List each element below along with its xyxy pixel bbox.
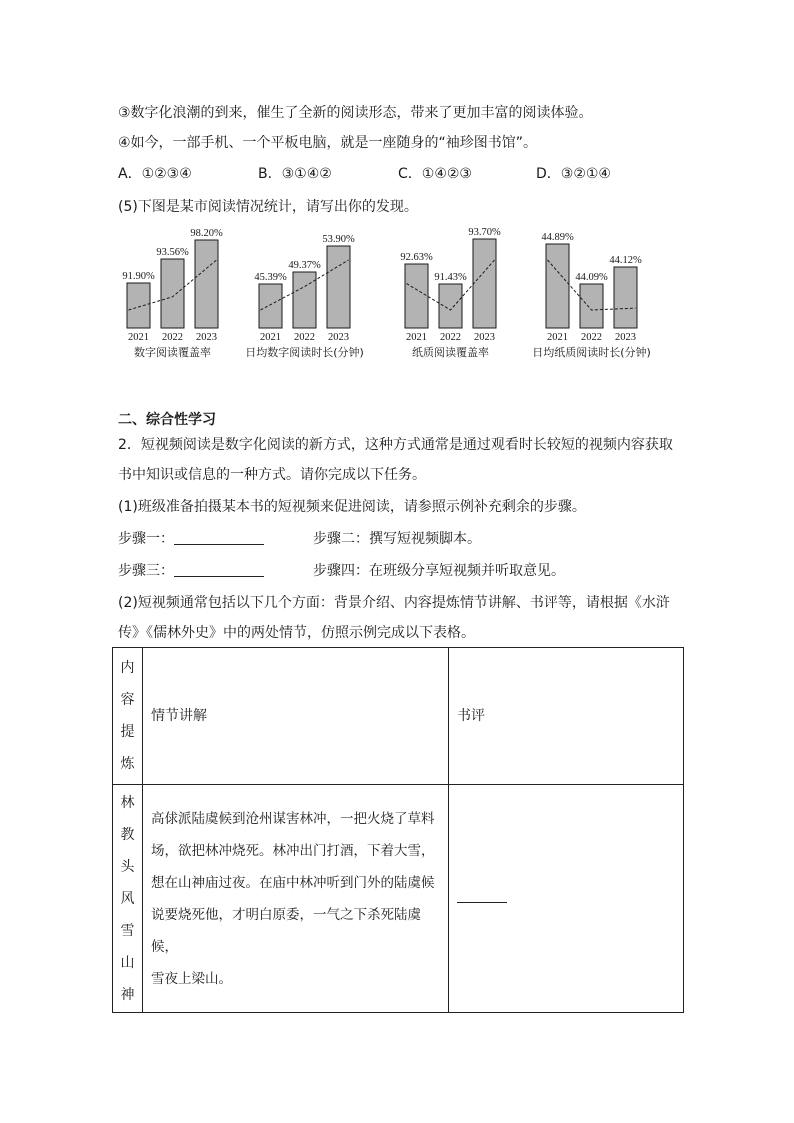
plot-explanation-cell: 高俅派陆虞候到沧州谋害林冲，一把火烧了草料 场，欲把林冲烧死。林冲出门打酒，下着大雪， 想在山神庙过夜。在庙中林冲听到门外的陆虞候 说要烧死他，才明白原委，一气之下杀死陆虞候， 雪夜上梁山。 xyxy=(143,785,449,1013)
q2-line-2: 书中知识或信息的一种方式。请你完成以下任务。 xyxy=(118,467,426,483)
chart-1-data-label-2021: 91.90% xyxy=(122,271,155,282)
chart-2-bar-2021 xyxy=(259,284,282,328)
sub-question-2-line-2: 传》《儒林外史》中的两处情节，仿照示例完成以下表格。 xyxy=(118,625,475,641)
chart-1-bar-2021 xyxy=(127,283,150,328)
step-1: 步骤一： xyxy=(118,529,264,549)
chart-3-data-label-2023: 93.70% xyxy=(468,227,501,238)
step-2: 步骤二：撰写短视频脚本。 xyxy=(313,531,481,547)
chart-2-data-label-2021: 45.39% xyxy=(254,272,287,283)
q2-line-1: 2．短视频阅读是数字化阅读的新方式，这种方式通常是通过观看时长较短的视频内容获取 xyxy=(118,437,673,453)
chart-3-bar-2023 xyxy=(473,239,496,328)
option-b: B．③①④② xyxy=(258,166,332,182)
chart-2-data-label-2022: 49.37% xyxy=(288,260,321,271)
book-review-cell xyxy=(449,785,684,1013)
header-plot-explanation: 情节讲解 xyxy=(143,648,449,785)
chart-2-tick-2023: 2023 xyxy=(328,332,349,343)
book-review-answer-blank[interactable] xyxy=(457,888,507,903)
chart-2-data-label-2023: 53.90% xyxy=(322,234,355,245)
chart-4-title: 日均纸质阅读时长(分钟) xyxy=(532,346,651,359)
chart-2-tick-2022: 2022 xyxy=(294,332,315,343)
chart-2-tick-2021: 2021 xyxy=(260,332,281,343)
step-4: 步骤四：在班级分享短视频并听取意见。 xyxy=(313,563,565,579)
content-table xyxy=(112,647,684,1013)
chart-3-bar-2022 xyxy=(439,284,462,328)
chart-4-tick-2021: 2021 xyxy=(547,332,568,343)
chart-3-title: 纸质阅读覆盖率 xyxy=(412,346,489,359)
chart-1-tick-2023: 2023 xyxy=(196,332,217,343)
chart-4-data-label-2023: 44.12% xyxy=(609,255,642,266)
step-3: 步骤三： xyxy=(118,561,264,581)
chart-3-tick-2021: 2021 xyxy=(406,332,427,343)
chart-3-data-label-2022: 91.43% xyxy=(434,272,467,283)
chart-3-bar-2021 xyxy=(405,264,428,328)
option-a: A．①②③④ xyxy=(118,166,192,182)
item-3: ③数字化浪潮的到来，催生了全新的阅读形态，带来了更加丰富的阅读体验。 xyxy=(118,105,593,121)
table-row xyxy=(113,785,684,1013)
chart-1-title: 数字阅读覆盖率 xyxy=(134,346,211,359)
step-3-answer-blank[interactable] xyxy=(174,562,264,577)
table-header-row xyxy=(113,648,684,785)
header-content-refine: 内 容 提 炼 xyxy=(113,648,143,785)
sub-question-1: (1)班级准备拍摄某本书的短视频来促进阅读，请参照示例补充剩余的步骤。 xyxy=(118,499,586,515)
chart-1-data-label-2022: 93.56% xyxy=(156,247,189,258)
chart-4-bar-2023 xyxy=(614,267,637,328)
chart-4-bar-2022 xyxy=(580,284,603,328)
chart-1-bar-2022 xyxy=(161,259,184,328)
question-5: (5)下图是某市阅读情况统计，请写出你的发现。 xyxy=(118,199,418,215)
chart-3-tick-2022: 2022 xyxy=(440,332,461,343)
item-4: ④如今，一部手机、一个平板电脑，就是一座随身的“袖珍图书馆”。 xyxy=(118,135,538,151)
step-1-answer-blank[interactable] xyxy=(174,530,264,545)
row-title-lin-chong: 林 教 头 风 雪 山 神 xyxy=(113,785,143,1013)
chart-4-data-label-2021: 44.89% xyxy=(541,232,574,243)
chart-1-tick-2022: 2022 xyxy=(162,332,183,343)
chart-2-bar-2023 xyxy=(327,246,350,328)
chart-3-data-label-2021: 92.63% xyxy=(400,252,433,263)
chart-1-data-label-2023: 98.20% xyxy=(190,228,223,239)
chart-2-title: 日均数字阅读时长(分钟) xyxy=(245,346,364,359)
chart-1-tick-2021: 2021 xyxy=(128,332,149,343)
chart-4-tick-2023: 2023 xyxy=(615,332,636,343)
chart-4-data-label-2022: 44.09% xyxy=(575,272,608,283)
chart-1-bar-2023 xyxy=(195,240,218,328)
chart-2-bar-2022 xyxy=(293,272,316,328)
header-book-review: 书评 xyxy=(449,648,684,785)
chart-4-bar-2021 xyxy=(546,244,569,328)
option-d: D．③②①④ xyxy=(536,166,611,182)
section-2-heading: 二、综合性学习 xyxy=(118,412,216,428)
sub-question-2-line-1: (2)短视频通常包括以下几个方面：背景介绍、内容提炼情节讲解、书评等，请根据《水浒 xyxy=(118,595,670,611)
chart-4-tick-2022: 2022 xyxy=(581,332,602,343)
reading-statistics-charts xyxy=(0,222,794,382)
chart-3-tick-2023: 2023 xyxy=(474,332,495,343)
option-c: C．①④②③ xyxy=(398,166,472,182)
